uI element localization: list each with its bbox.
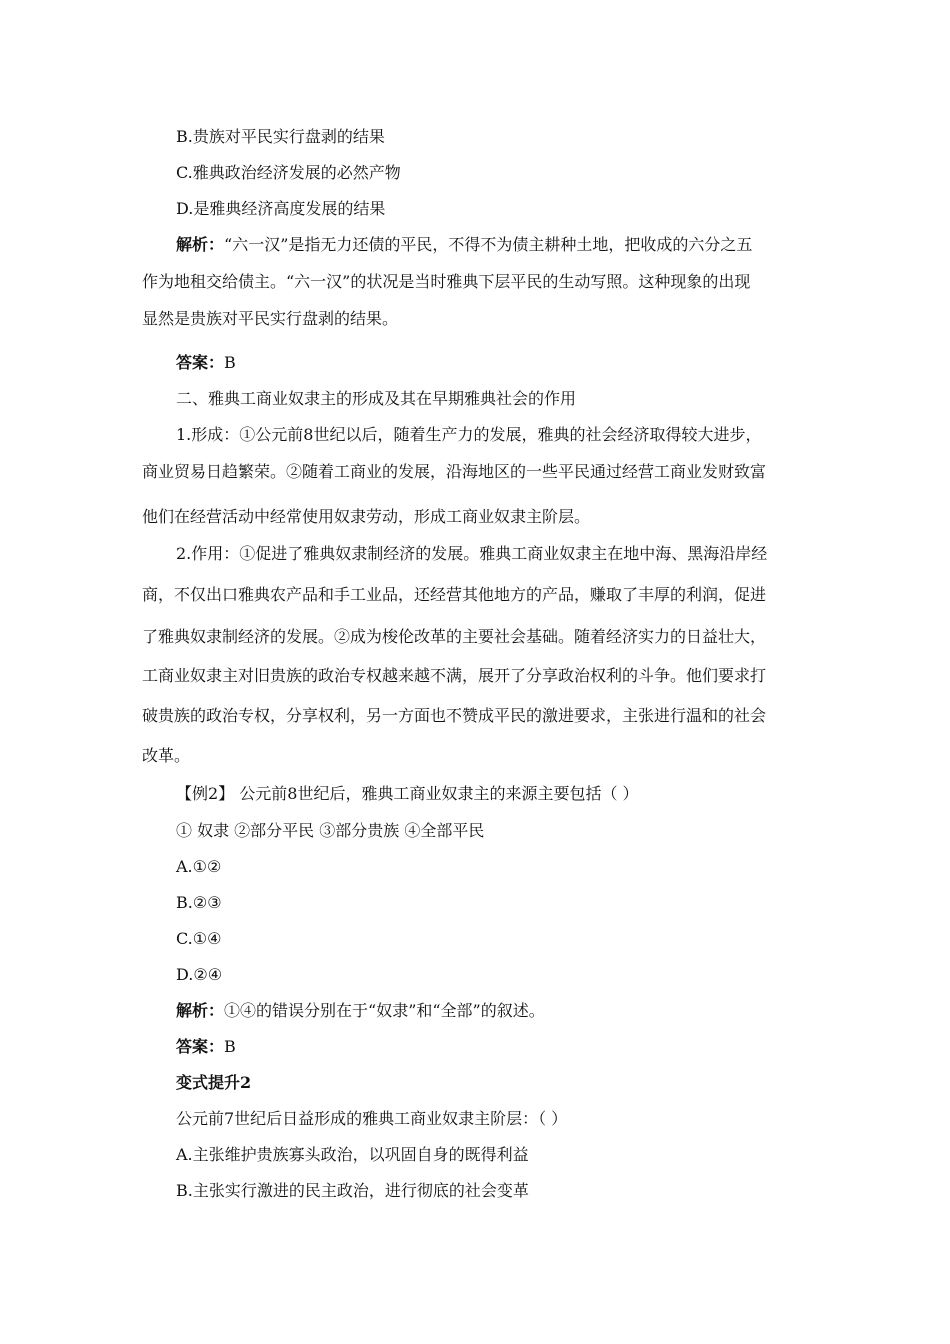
role-line-5: 破贵族的政治专权，分享权利，另一方面也不赞成平民的激进要求，主张进行温和的社会 [142, 706, 767, 725]
variant-question: 公元前7世纪后日益形成的雅典工商业奴隶主阶层：（ ） [176, 1109, 568, 1128]
formation-line-2: 商业贸易日趋繁荣。②随着工商业的发展，沿海地区的一些平民通过经营工商业发财致富 [142, 462, 767, 481]
variant-option-b: B.主张实行激进的民主政治，进行彻底的社会变革 [176, 1181, 529, 1200]
answer-value: B [224, 353, 236, 372]
example-2-question: 【例2】 公元前8世纪后，雅典工商业奴隶主的来源主要包括（ ） [176, 784, 639, 803]
analysis-label: 解析： [176, 1001, 225, 1020]
answer-label: 答案： [176, 1037, 225, 1056]
variant-option-a: A.主张维护贵族寡头政治，以巩固自身的既得利益 [176, 1145, 529, 1164]
analysis-paragraph-1-line-1 [176, 235, 752, 255]
answer-label: 答案： [176, 353, 225, 372]
option-d: D.是雅典经济高度发展的结果 [176, 199, 386, 218]
example-2-answer [176, 1037, 236, 1057]
section-heading: 二、雅典工商业奴隶主的形成及其在早期雅典社会的作用 [176, 389, 577, 408]
role-line-1: 2.作用：①促进了雅典奴隶制经济的发展。雅典工商业奴隶主在地中海、黑海沿岸经 [176, 544, 768, 563]
example-2-option-c: C.①④ [176, 929, 222, 948]
role-line-4: 工商业奴隶主对旧贵族的政治专权越来越不满，展开了分享政治权利的斗争。他们要求打 [142, 666, 767, 685]
analysis-label: 解析： [176, 235, 225, 254]
answer-value: B [224, 1037, 236, 1056]
formation-line-1: 1.形成：①公元前8世纪以后，随着生产力的发展，雅典的社会经济取得较大进步， [176, 425, 762, 444]
analysis-text: “六一汉”是指无力还债的平民，不得不为债主耕种土地，把收成的六分之五 [224, 235, 753, 254]
example-2-option-a: A.①② [176, 857, 222, 876]
analysis-text: ①④的错误分别在于“奴隶”和“全部”的叙述。 [224, 1001, 545, 1020]
formation-line-3: 他们在经营活动中经常使用奴隶劳动，形成工商业奴隶主阶层。 [142, 507, 591, 526]
answer-line-1 [176, 353, 236, 373]
variant-heading: 变式提升2 [176, 1073, 252, 1092]
role-line-2: 商，不仅出口雅典农产品和手工业品，还经营其他地方的产品，赚取了丰厚的利润，促进 [142, 585, 767, 604]
analysis-paragraph-1-line-3: 显然是贵族对平民实行盘剥的结果。 [142, 309, 399, 328]
analysis-paragraph-1-line-2: 作为地租交给债主。“六一汉”的状况是当时雅典下层平民的生动写照。这种现象的出现 [142, 272, 751, 291]
example-2-analysis [176, 1001, 545, 1021]
role-line-6: 改革。 [142, 746, 191, 765]
example-2-items: ① 奴隶 ②部分平民 ③部分贵族 ④全部平民 [176, 821, 485, 840]
example-2-option-b: B.②③ [176, 893, 222, 912]
role-line-3: 了雅典奴隶制经济的发展。②成为梭伦改革的主要社会基础。随着经济实力的日益壮大， [142, 627, 767, 646]
option-b: B.贵族对平民实行盘剥的结果 [176, 127, 385, 146]
option-c: C.雅典政治经济发展的必然产物 [176, 163, 401, 182]
example-2-option-d: D.②④ [176, 965, 223, 984]
